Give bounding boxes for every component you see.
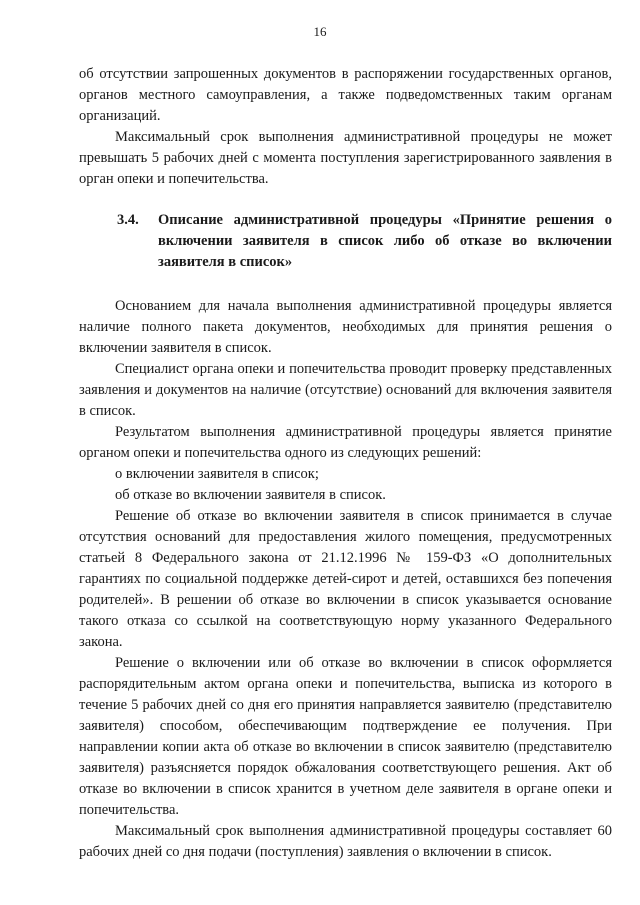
paragraph-refusal-decision: Решение об отказе во включении заявителя в список принимается в случае отсутствия оснований для предоставления жилого помещения, предусмотренных статьей 8 Федерального закона от 21.12.1996 № 159-ФЗ «О дополнительных гарантиях по социальной поддержке детей-сирот и детей, оставшихся без попечения родителей». В решении об отказе во включении в список указывается основание такого отказа со ссылкой на соответствующую норму указанного Федерального закона.: [79, 508, 612, 650]
section-number: 3.4.: [117, 212, 139, 228]
page-number: 16: [313, 24, 327, 39]
paragraph-procedure-max-term: Максимальный срок выполнения административной процедуры составляет 60 рабочих дней со дня подачи (поступления) заявления о включении в список.: [79, 823, 612, 860]
section-title: Описание административной процедуры «Принятие решения о включении заявителя в список либо об отказе во включении заявителя в список»: [158, 212, 612, 270]
list-item-refusal: об отказе во включении заявителя в список.: [115, 487, 386, 503]
paragraph-max-term: Максимальный срок выполнения административной процедуры не может превышать 5 рабочих дней с момента поступления зарегистрированного заявления в орган опеки и попечительства.: [79, 129, 612, 187]
document-body: [79, 64, 612, 863]
list-item-inclusion: о включении заявителя в список;: [115, 466, 319, 482]
paragraph-decision-formalization: Решение о включении или об отказе во включении в список оформляется распорядительным актом органа опеки и попечительства, выписка из которого в течение 5 рабочих дней со дня его принятия направляется заявителю (представителю заявителя) способом, обеспечивающим подтверждение ее получения. При направлении копии акта об отказе во включении в список заявителю (представителю заявителя) разъясняется порядок обжалования соответствующего решения. Акт об отказе во включении в список хранится в учетном деле заявителя в органе опеки и попечительства.: [79, 655, 612, 818]
paragraph-basis: Основанием для начала выполнения административной процедуры является наличие полного пакета документов, необходимых для принятия решения о включении заявителя в список.: [79, 298, 612, 356]
section-heading: [117, 210, 612, 273]
paragraph-result: Результатом выполнения административной процедуры является принятие органом опеки и попечительства одного из следующих решений:: [79, 424, 612, 461]
paragraph-specialist-check: Специалист органа опеки и попечительства проводит проверку представленных заявления и документов на наличие (отсутствие) оснований для включения заявителя в список.: [79, 361, 612, 419]
paragraph-continuation: об отсутствии запрошенных документов в распоряжении государственных органов, органов местного самоуправления, а также подведомственных таким органам организаций.: [79, 66, 612, 124]
